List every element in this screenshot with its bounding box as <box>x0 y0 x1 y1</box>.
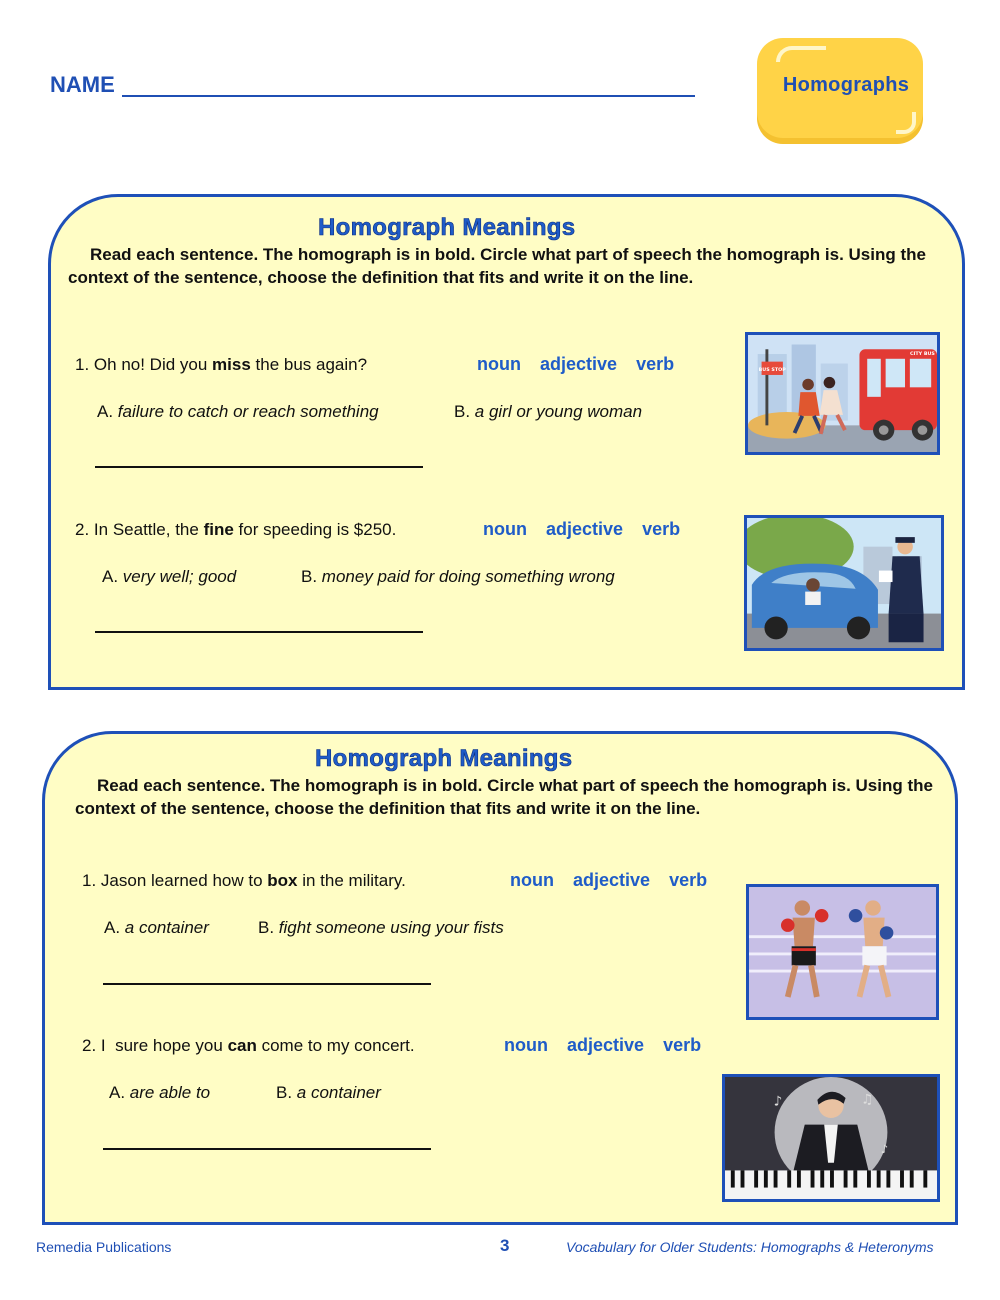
option-letter: A. <box>102 567 119 586</box>
definition-option-a <box>104 918 209 938</box>
name-line[interactable] <box>122 95 695 97</box>
pianist-illustration <box>722 1074 940 1202</box>
definition-option-a <box>109 1083 210 1103</box>
item-number: 1. <box>82 871 97 890</box>
pos-noun[interactable]: noun <box>510 870 554 890</box>
option-letter: A. <box>104 918 121 937</box>
instructions: Read each sentence. The homograph is in bold. Circle what part of speech the homograph is. Using the context of the sentence, choose the definition that fits and write it on the line. <box>75 776 933 818</box>
option-letter: A. <box>97 402 114 421</box>
option-text: fight someone using your fists <box>278 918 504 937</box>
part-of-speech-options <box>510 870 721 891</box>
homograph-word: can <box>227 1036 257 1055</box>
pos-noun[interactable]: noun <box>477 354 521 374</box>
part-of-speech-options <box>477 354 688 375</box>
homograph-word: fine <box>203 520 234 539</box>
definition-option-b <box>258 918 504 938</box>
answer-line[interactable] <box>103 1148 431 1150</box>
part-of-speech-options <box>483 519 694 540</box>
sentence-text: the bus again? <box>250 355 368 374</box>
sentence-1 <box>82 871 406 891</box>
footer-publisher: Remedia Publications <box>36 1239 172 1255</box>
sentence-2 <box>82 1036 415 1056</box>
option-text: a girl or young woman <box>474 402 643 421</box>
option-text: very well; good <box>122 567 237 586</box>
svg-text:♪: ♪ <box>880 1142 889 1157</box>
homograph-word: box <box>267 871 298 890</box>
page-number: 3 <box>500 1236 510 1255</box>
tag-highlight <box>776 46 826 62</box>
police-ticket-illustration <box>744 515 944 651</box>
panel-title: Homograph Meanings <box>315 745 573 772</box>
panel-title: Homograph Meanings <box>318 214 576 241</box>
homograph-word: miss <box>212 355 251 374</box>
definition-option-a <box>102 567 236 587</box>
boxers-illustration <box>746 884 939 1020</box>
bus-label-text: CITY BUS <box>909 352 935 357</box>
pos-verb[interactable]: verb <box>669 870 708 890</box>
option-letter: B. <box>301 567 318 586</box>
answer-line[interactable] <box>103 983 431 985</box>
definition-option-b <box>454 402 642 422</box>
bus-sign-text: BUS STOP <box>758 368 786 374</box>
option-letter: B. <box>454 402 471 421</box>
option-text: a container <box>124 918 209 937</box>
sentence-text: come to my concert. <box>256 1036 415 1055</box>
pos-verb[interactable]: verb <box>663 1035 702 1055</box>
option-text: a container <box>296 1083 381 1102</box>
option-text: are able to <box>129 1083 211 1102</box>
instructions: Read each sentence. The homograph is in bold. Circle what part of speech the homograph is. Using the context of the sentence, choose the definition that fits and write it on the line. <box>68 245 926 287</box>
pos-adjective[interactable]: adjective <box>546 519 624 539</box>
option-letter: B. <box>276 1083 293 1102</box>
sentence-2 <box>75 520 396 540</box>
definition-option-a <box>97 402 379 422</box>
pos-noun[interactable]: noun <box>483 519 527 539</box>
sentence-text: in the military. <box>297 871 406 890</box>
definition-option-b <box>276 1083 381 1103</box>
option-text: failure to catch or reach something <box>117 402 379 421</box>
option-letter: B. <box>258 918 275 937</box>
svg-text:♫: ♫ <box>861 1091 874 1108</box>
item-number: 2. <box>82 1036 97 1055</box>
sentence-text: Jason learned how to <box>100 871 268 890</box>
option-letter: A. <box>109 1083 126 1102</box>
sentence-text: Oh no! Did you <box>93 355 213 374</box>
name-label: NAME <box>50 72 115 97</box>
sentence-1 <box>75 355 367 375</box>
answer-line[interactable] <box>95 466 423 468</box>
answer-line[interactable] <box>95 631 423 633</box>
option-text: money paid for doing something wrong <box>321 567 615 586</box>
definition-option-b <box>301 567 615 587</box>
sentence-text: I sure hope you <box>100 1036 228 1055</box>
pos-noun[interactable]: noun <box>504 1035 548 1055</box>
sentence-text: for speeding is $250. <box>233 520 397 539</box>
pos-adjective[interactable]: adjective <box>540 354 618 374</box>
pos-verb[interactable]: verb <box>642 519 681 539</box>
bus-stop-illustration <box>745 332 940 455</box>
svg-text:♪: ♪ <box>773 1093 783 1110</box>
part-of-speech-options <box>504 1035 715 1056</box>
topic-tag-label: Homographs <box>782 74 910 96</box>
pos-adjective[interactable]: adjective <box>567 1035 645 1055</box>
footer-book-title: Vocabulary for Older Students: Homographs & Heteronyms <box>566 1239 934 1255</box>
item-number: 1. <box>75 355 90 374</box>
item-number: 2. <box>75 520 90 539</box>
sentence-text: In Seattle, the <box>93 520 204 539</box>
pos-verb[interactable]: verb <box>636 354 675 374</box>
pos-adjective[interactable]: adjective <box>573 870 651 890</box>
